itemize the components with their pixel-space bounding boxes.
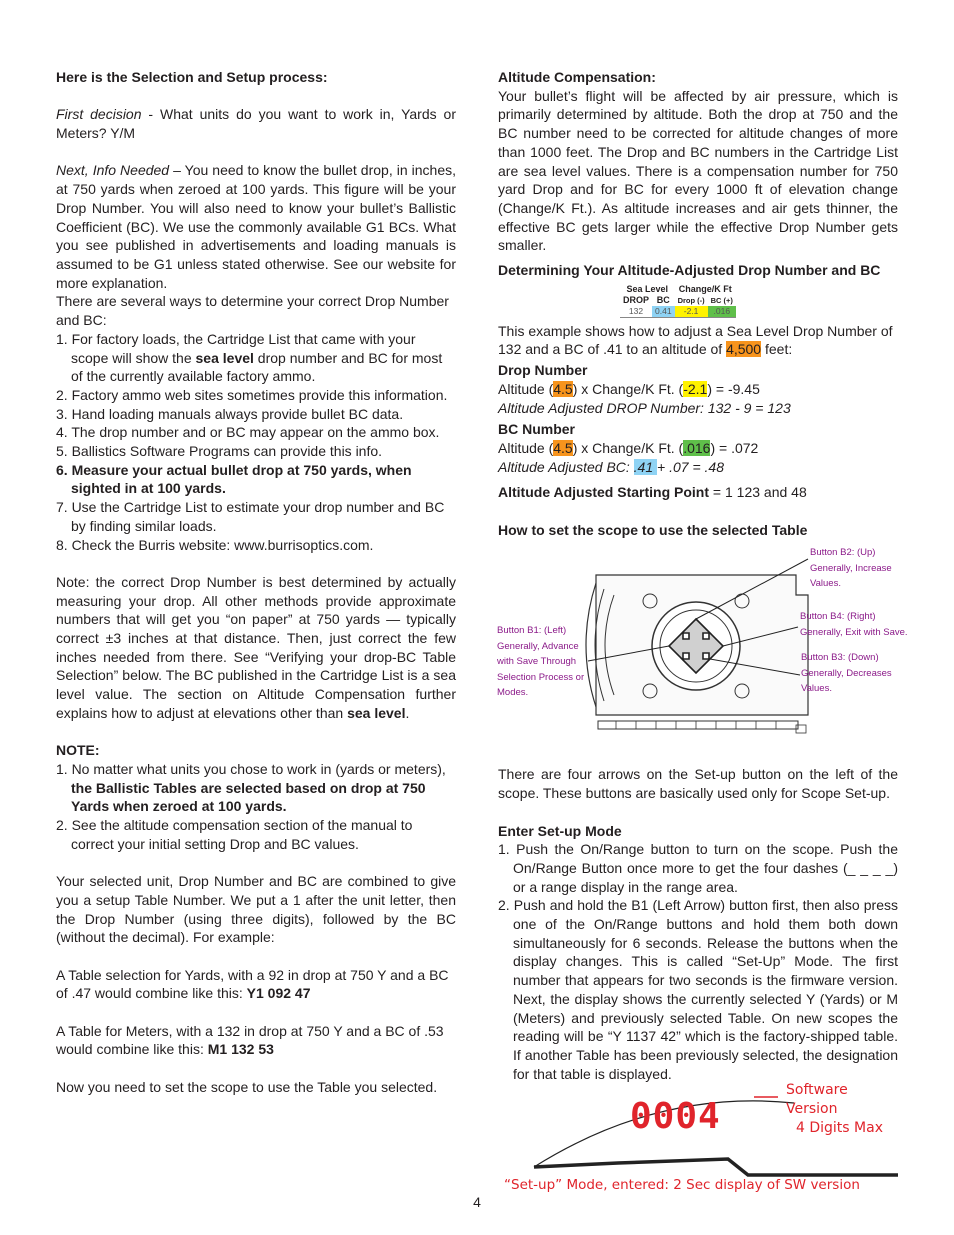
list-item: 7. Use the Cartridge List to estimate your drop number and BC by finding similar loads.	[56, 499, 445, 534]
list-item: 2. Factory ammo web sites sometimes provide this information.	[56, 386, 448, 403]
page-number: 4	[473, 1194, 481, 1210]
label-button-b4: Button B4: (Right) Generally, Exit with Save.	[800, 611, 908, 638]
example-intro: This example shows how to adjust a Sea Level Drop Number of 132 and a BC of .41 to an altitude of 4,500 feet:	[498, 322, 893, 358]
label-button-b2: Button B2: (Up) Generally, Increase Values.	[810, 547, 892, 590]
bc-calc: Altitude (4.5) x Change/K Ft. (.016) = .072	[498, 439, 759, 456]
first-decision-label: First decision	[56, 106, 142, 123]
altitude-text: Your bullet’s flight will be affected by air pressure, which is primarily determined by altitude. Both the drop at 750 and the BC number need to be corrected for altitude changes of more than 1000 feet. The Drop and BC numbers in the Cartridge List are sea level values. There is a compensation number for 750 yard Drop and for BC for every 1000 ft of elevation change (Change/K Ft.). As altitude increases and air gets thinner, the effective BC gets larger while the effective Drop Number gets smaller.	[498, 87, 898, 254]
drop-calc: Altitude (4.5) x Change/K Ft. (-2.1) = -9.45	[498, 380, 760, 397]
table-header-bc-plus: BC (+)	[710, 295, 733, 305]
setup-button-diagram	[496, 545, 916, 745]
selection-heading: Here is the Selection and Setup process:	[56, 69, 328, 85]
note-list	[56, 760, 456, 854]
list-item: 3. Hand loading manuals always provide bullet BC data.	[56, 405, 404, 422]
altitude-highlight: 4,500	[726, 341, 762, 358]
how-heading: How to set the scope to use the selected Table	[498, 521, 808, 538]
compensation-table	[620, 284, 736, 318]
four-arrows-text: There are four arrows on the Set-up button on the left of the scope. These buttons are basically used only for Scope Set-up.	[498, 766, 898, 802]
table-cell-bc: 0.41	[652, 306, 675, 318]
several-ways: There are several ways to determine your correct Drop Number and BC:	[56, 293, 449, 329]
table-code-meters: M1 132 53	[207, 1041, 274, 1058]
altitude-heading: Altitude Compensation:	[498, 69, 656, 85]
right-column	[497, 68, 908, 1194]
table-code-yards: Y1 092 47	[246, 985, 311, 1002]
list-item: 5. Ballistics Software Programs can provide this info.	[56, 443, 383, 460]
note-paragraph: Note: the correct Drop Number is best determined by actually measuring your drop. All other methods provide approximate numbers that will get you “on paper” at 750 yards — typically correct ±3 inches at that distance. Then, just correct the few inches needed from there. See “Verifying your drop-BC Table Selection” below. The BC published in the Cartridge List is a sea level value. The section on Altitude Compensation further explains how to adjust at elevations other than sea level.	[56, 573, 456, 721]
list-item: 1. For factory loads, the Cartridge List that came with your scope will show the sea level drop number and BC for most of the currently available factory ammo.	[56, 330, 443, 385]
starting-point: Altitude Adjusted Starting Point = 1 123 and 48	[498, 484, 807, 501]
table-header-change: Change/K Ft	[678, 283, 732, 294]
drop-adjusted: Altitude Adjusted DROP Number: 132 - 9 = 123	[498, 399, 791, 416]
next-info-label: Next, Info Needed	[56, 162, 170, 179]
list-item: 4. The drop number and or BC may appear on the ammo box.	[56, 424, 440, 441]
example-meters: A Table for Meters, with a 132 in drop at 750 Y and a BC of .53 would combine like this: M1 132 53	[56, 1022, 444, 1058]
ways-list	[56, 330, 456, 554]
table-header-sea-level: Sea Level	[626, 283, 669, 294]
software-version-line1: Software Version	[786, 1082, 848, 1118]
table-cell-drop: 132	[620, 306, 652, 318]
setup-display-figure	[498, 1082, 898, 1194]
list-item: 1. Push the On/Range button to turn on the scope. Push the On/Range Button once more to get the four dashes (_ _ _ _) or a range display in the range area.	[498, 841, 898, 895]
table-header-drop: DROP	[623, 294, 650, 305]
first-decision-text: - What units do you want to work in, Yards or Meters? Y/M	[56, 106, 456, 142]
first-decision	[56, 105, 456, 142]
list-item: 2. Push and hold the B1 (Left Arrow) button first, then also press one of the On/Range buttons and hold them both down simultaneously for 6 seconds. Release the buttons when the display changes. This is called “Set-Up” Mode. The first number that appears for two seconds is the firmware version. Next, the display shows the currently selected Y (Yards) or M (Meters) and previously selected Table. On new scopes the reading will be “Y 1137 42” which is the factory-shipped table. If another Table has been previously selected, the designation for that table is displayed.	[498, 897, 898, 1082]
setup-steps	[498, 840, 898, 1083]
next-info	[56, 161, 456, 292]
note-heading: NOTE:	[56, 742, 100, 759]
bc-heading: BC Number	[498, 421, 576, 438]
list-item: 1. No matter what units you chose to work in (yards or meters), the Ballistic Tables are selected based on drop at 750 Yards when zeroed at 100 yards.	[56, 760, 446, 815]
left-column	[56, 68, 456, 1097]
table-header-drop-minus: Drop (-)	[677, 295, 705, 305]
display-caption: “Set-up” Mode, entered: 2 Sec display of SW version	[504, 1177, 860, 1194]
label-button-b1: Button B1: (Left) Generally, Advance with Save Through Selection Process or Modes.	[497, 625, 585, 699]
table-header-bc: BC	[656, 294, 670, 305]
list-item: 8. Check the Burris website: www.burrisoptics.com.	[56, 536, 374, 553]
next-info-text: – You need to know the bullet drop, in inches, at 750 yards when zeroed at 100 yards. This figure will be your Drop Number. You will also need to know your bullet’s Ballistic Coefficient (BC). We use the commonly available G1 BCs. What you see published in advertisements and loading manuals is assumed to be G1 unless stated otherwise. See our website for more explanation.	[56, 162, 456, 291]
display-digits: 0004	[630, 1096, 721, 1138]
drop-heading: Drop Number	[498, 362, 588, 379]
table-cell-drop-change: -2.1	[675, 306, 708, 318]
determining-heading: Determining Your Altitude-Adjusted Drop Number and BC	[498, 262, 881, 279]
combine-paragraph: Your selected unit, Drop Number and BC are combined to give you a setup Table Number. We put a 1 after the unit letter, then the Drop Number (using three digits), followed by the BC (without the decimal). For example:	[56, 873, 456, 946]
table-cell-bc-change: .016	[708, 306, 736, 318]
label-button-b3: Button B3: (Down) Generally, Decreases Values.	[801, 652, 892, 695]
setup-heading: Enter Set-up Mode	[498, 822, 622, 839]
software-version-line2: 4 Digits Max	[796, 1120, 883, 1137]
bc-adjusted: Altitude Adjusted BC: .41 + .07 = .48	[498, 458, 724, 475]
software-version-label	[786, 1081, 898, 1138]
list-item: 2. See the altitude compensation section of the manual to correct your initial setting Drop and BC values.	[56, 817, 413, 852]
example-yards: A Table selection for Yards, with a 92 in drop at 750 Y and a BC of .47 would combine like this: Y1 092 47	[56, 966, 449, 1002]
list-item: 6. Measure your actual bullet drop at 750 yards, when sighted in at 100 yards.	[56, 461, 412, 497]
final-instruction: Now you need to set the scope to use the Table you selected.	[56, 1078, 438, 1095]
